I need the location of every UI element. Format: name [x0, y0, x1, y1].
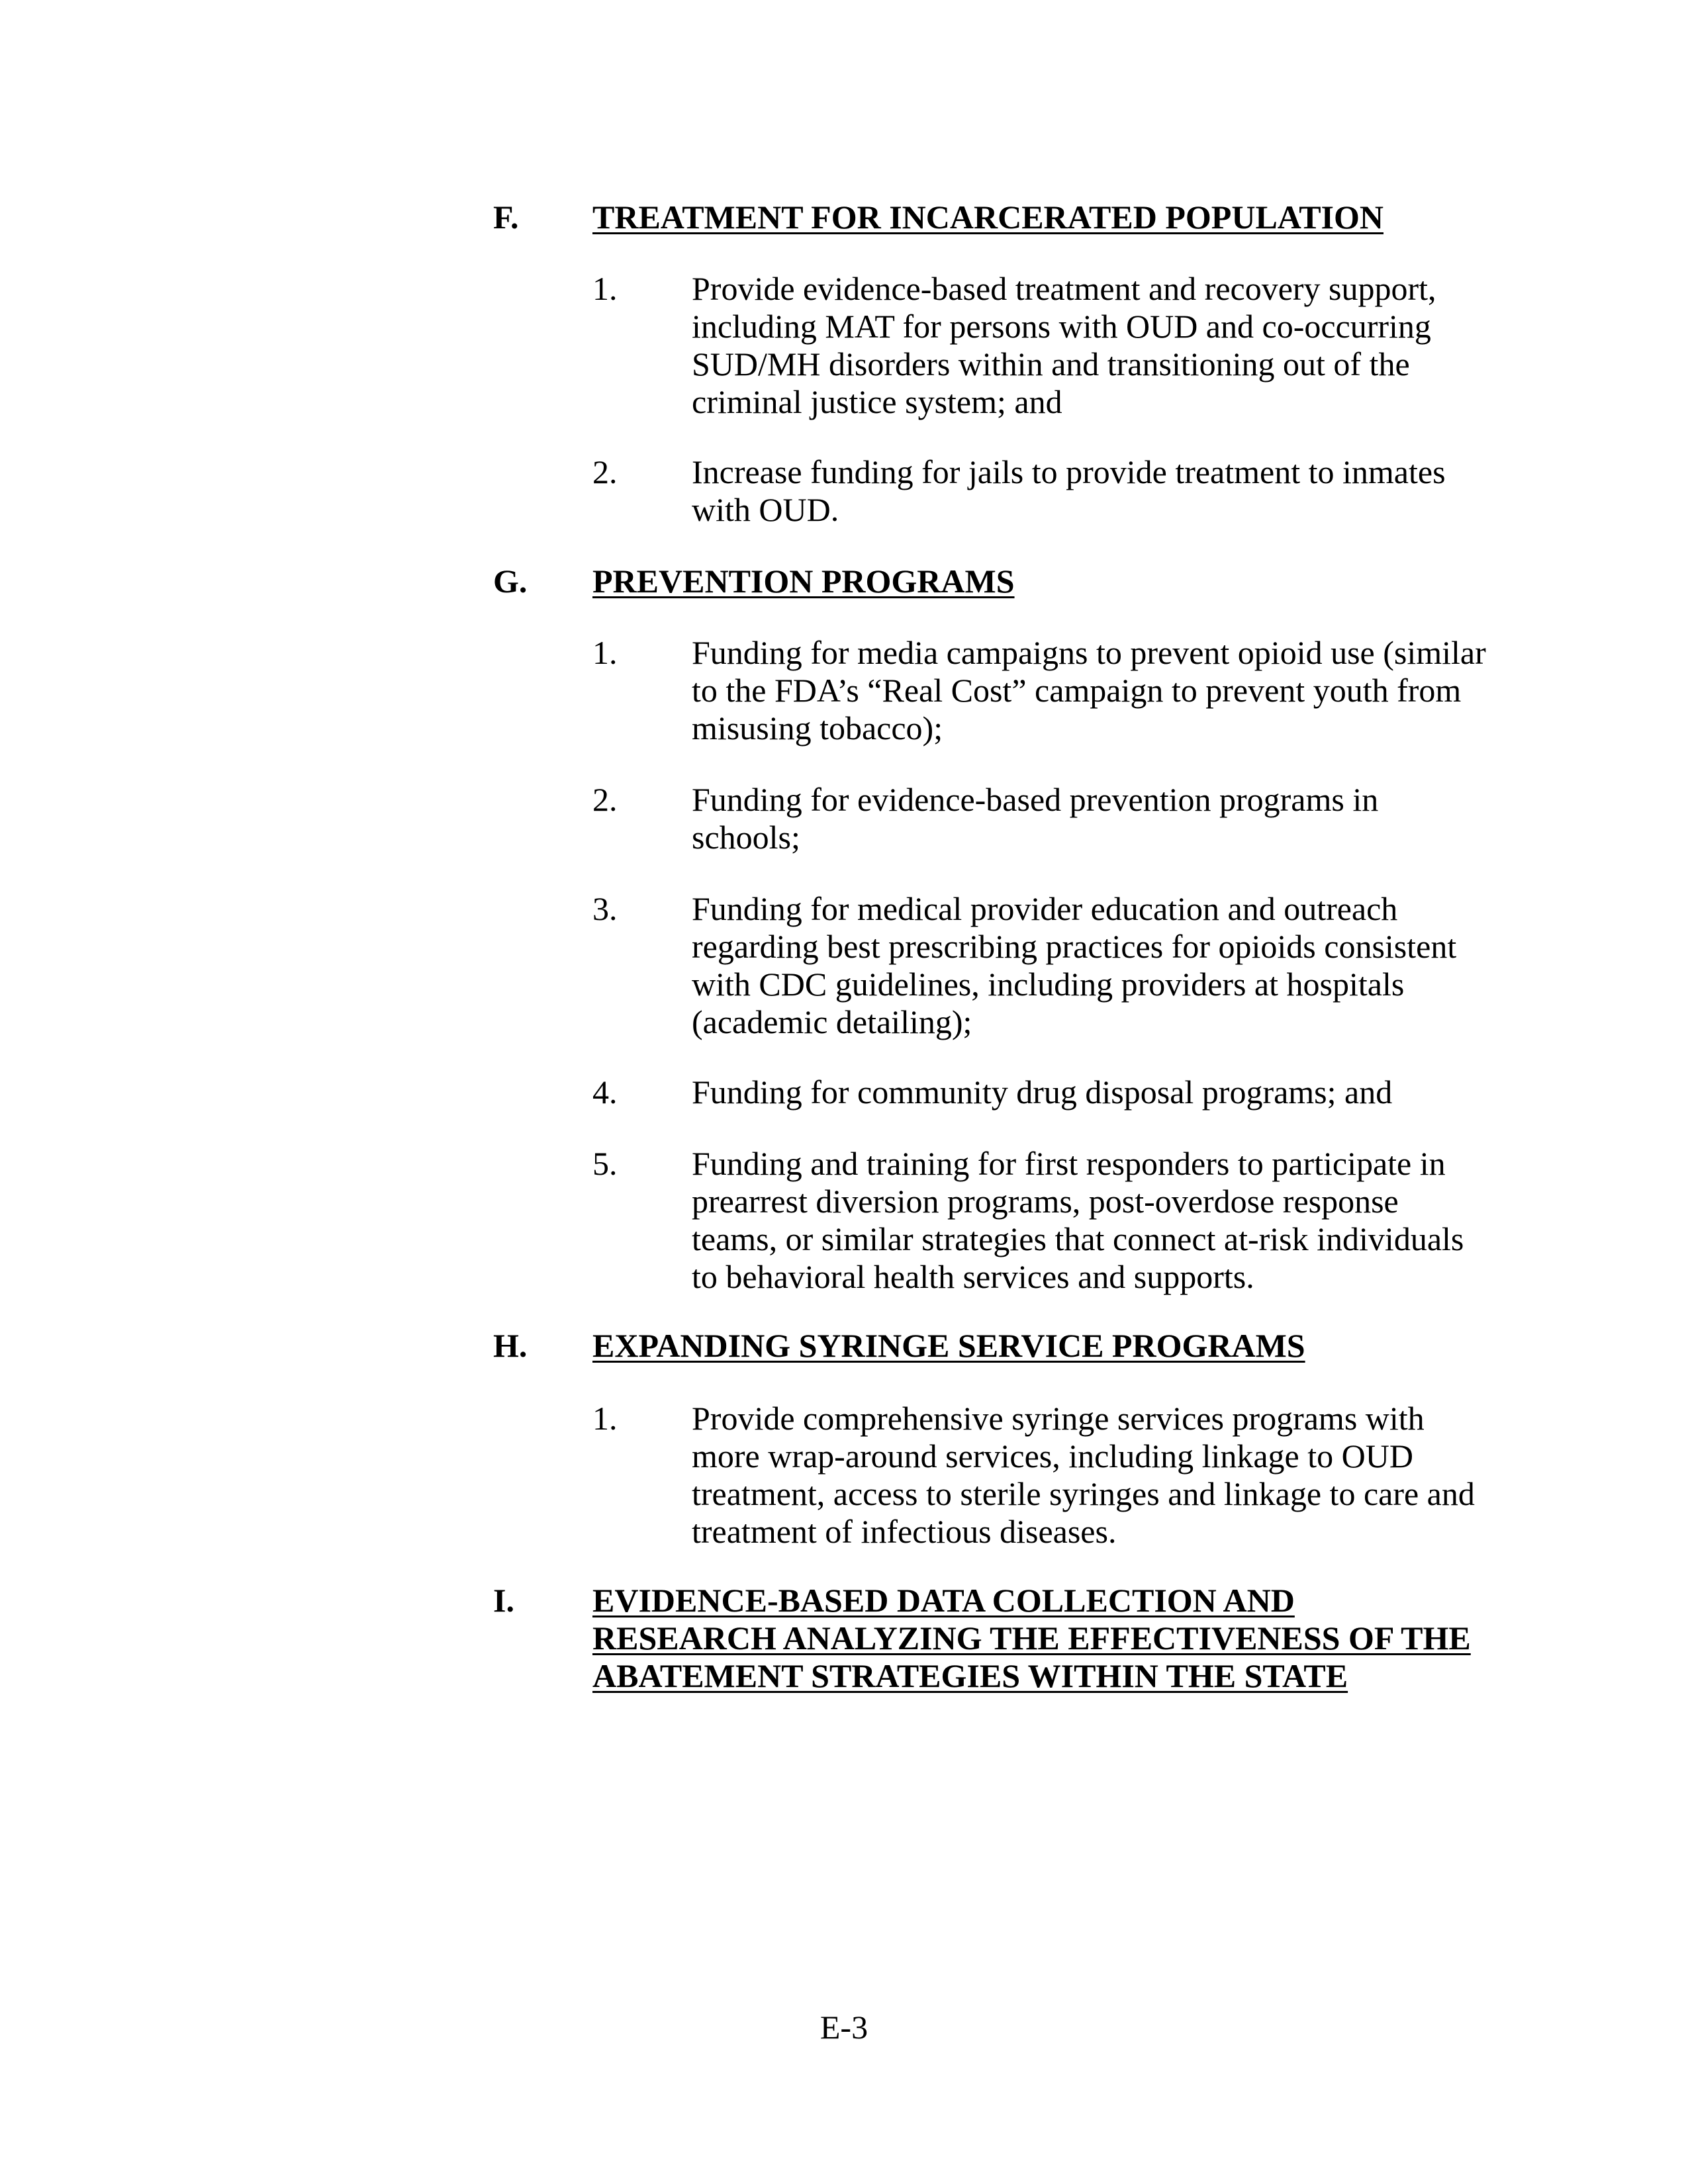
item-text: Funding for medical provider education and outreach regarding best prescribing practices for opioids consistent with CDC guidelines, including providers at hospitals (academic detailing); [692, 890, 1457, 1040]
item-number: 3. [592, 890, 618, 927]
section-i-heading [493, 1582, 1486, 1695]
list-item [592, 1400, 1486, 1551]
item-text: Funding for media campaigns to prevent opioid use (similar to the FDA’s “Real Cost” campaign to prevent youth from misusing tobacco); [692, 634, 1486, 747]
list-item [592, 781, 1486, 856]
item-text: Funding for community drug disposal programs; and [692, 1073, 1393, 1111]
section-letter: G. [493, 563, 528, 600]
item-number: 1. [592, 270, 618, 307]
section-title: TREATMENT FOR INCARCERATED POPULATION [592, 199, 1383, 236]
item-text: Provide evidence-based treatment and recovery support, including MAT for persons with OUD and co-occurring SUD/MH disorders within and transitioning out of the criminal justice system; and [692, 270, 1436, 420]
section-g-heading [493, 563, 1486, 600]
list-item [592, 270, 1486, 421]
item-number: 5. [592, 1145, 618, 1182]
item-text: Funding for evidence-based prevention programs in schools; [692, 781, 1379, 856]
list-item [592, 890, 1486, 1041]
item-number: 2. [592, 781, 618, 818]
section-title: EXPANDING SYRINGE SERVICE PROGRAMS [592, 1327, 1305, 1364]
section-f-heading [493, 199, 1486, 236]
list-item [592, 453, 1486, 529]
section-h-heading [493, 1327, 1486, 1365]
section-letter: H. [493, 1327, 528, 1364]
list-item [592, 1073, 1486, 1111]
page-number: E-3 [820, 2009, 868, 2046]
item-text: Increase funding for jails to provide treatment to inmates with OUD. [692, 453, 1446, 528]
list-item [592, 634, 1486, 747]
list-item [592, 1145, 1486, 1296]
item-number: 1. [592, 634, 618, 671]
item-number: 4. [592, 1073, 618, 1111]
item-number: 1. [592, 1400, 618, 1437]
section-letter: F. [493, 199, 519, 236]
item-text: Provide comprehensive syringe services programs with more wrap-around services, including linkage to OUD treatment, access to sterile syringes and linkage to care and treatment of infectious diseases. [692, 1400, 1475, 1550]
section-title: EVIDENCE-BASED DATA COLLECTION AND RESEARCH ANALYZING THE EFFECTIVENESS OF THE ABATEMENT STRATEGIES WITHIN THE STATE [592, 1582, 1471, 1694]
item-number: 2. [592, 453, 618, 490]
section-title: PREVENTION PROGRAMS [592, 563, 1015, 600]
item-text: Funding and training for first responders to participate in prearrest diversion programs, post-overdose response teams, or similar strategies that connect at-risk individuals to behavioral health services and supports. [692, 1145, 1464, 1295]
section-letter: I. [493, 1582, 514, 1619]
